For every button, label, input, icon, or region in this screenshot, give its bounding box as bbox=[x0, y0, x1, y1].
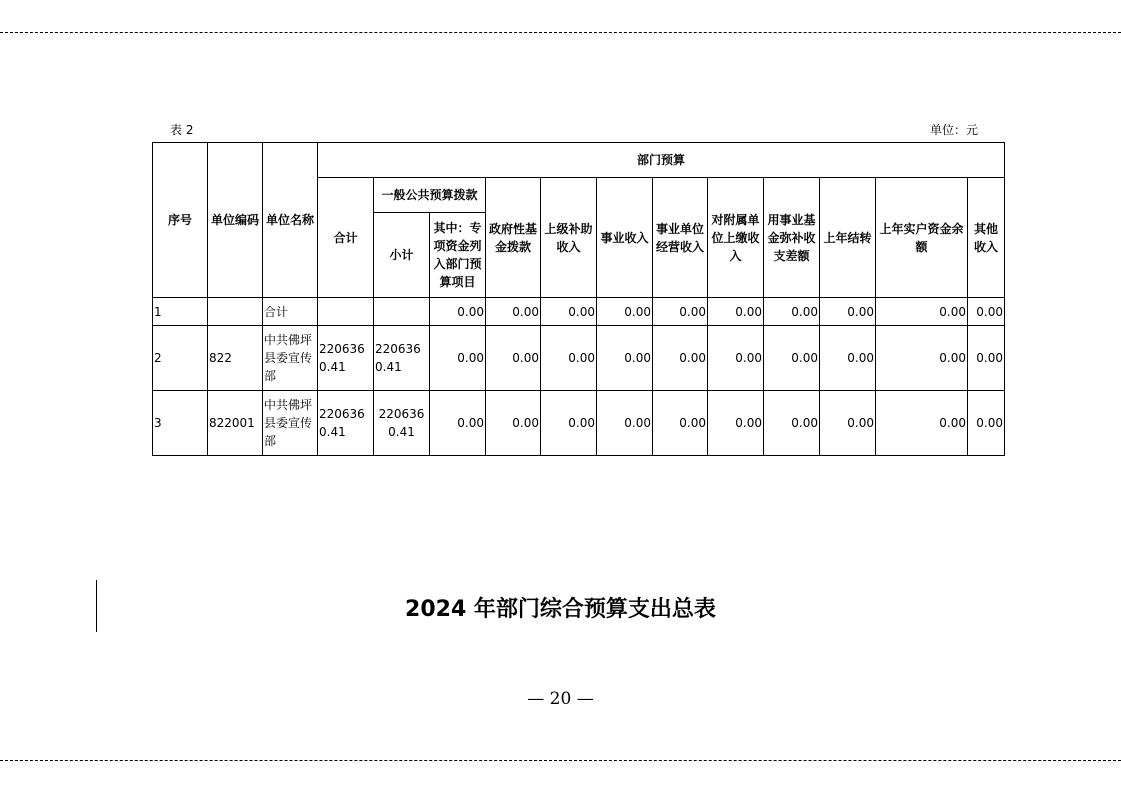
table-row bbox=[153, 391, 1005, 456]
cell-business: 0.00 bbox=[597, 391, 653, 456]
cell-superior: 0.00 bbox=[541, 326, 597, 391]
header-unit-code: 单位编码 bbox=[208, 143, 263, 298]
header-gov-fund: 政府性基金拨款 bbox=[486, 178, 541, 298]
header-general-public: 一般公共预算拨款 bbox=[374, 178, 486, 213]
header-last-year-account: 上年实户资金余额 bbox=[876, 178, 968, 298]
cell-code: 822001 bbox=[208, 391, 263, 456]
cell-gov-fund: 0.00 bbox=[486, 298, 541, 326]
cell-special: 0.00 bbox=[430, 326, 486, 391]
cell-superior: 0.00 bbox=[541, 298, 597, 326]
cell-subtotal bbox=[374, 298, 430, 326]
cell-seq: 1 bbox=[153, 298, 208, 326]
bottom-dashed-border bbox=[0, 760, 1121, 761]
header-superior-subsidy: 上级补助收入 bbox=[541, 178, 597, 298]
cell-carryover: 0.00 bbox=[820, 298, 876, 326]
cell-other: 0.00 bbox=[968, 326, 1005, 391]
cell-fund-balance: 0.00 bbox=[764, 391, 820, 456]
cell-total bbox=[318, 298, 374, 326]
cell-carryover: 0.00 bbox=[820, 326, 876, 391]
header-total: 合计 bbox=[318, 178, 374, 298]
cell-subordinate: 0.00 bbox=[708, 298, 764, 326]
cell-name: 中共佛坪县委宣传部 bbox=[263, 391, 318, 456]
cell-subordinate: 0.00 bbox=[708, 326, 764, 391]
cell-gov-fund: 0.00 bbox=[486, 326, 541, 391]
header-special-funds: 其中：专项资金列入部门预算项目 bbox=[430, 213, 486, 298]
page-title: 2024 年部门综合预算支出总表 bbox=[405, 597, 716, 622]
top-dashed-border bbox=[0, 32, 1121, 33]
cell-fund-balance: 0.00 bbox=[764, 298, 820, 326]
budget-table bbox=[152, 142, 1005, 456]
table-caption: 表 2 bbox=[170, 123, 194, 137]
cell-special: 0.00 bbox=[430, 391, 486, 456]
cell-operating: 0.00 bbox=[653, 298, 708, 326]
header-subtotal: 小计 bbox=[374, 213, 430, 298]
cell-seq: 3 bbox=[153, 391, 208, 456]
header-other-income: 其他收入 bbox=[968, 178, 1005, 298]
header-dept-budget: 部门预算 bbox=[318, 143, 1005, 178]
unit-label: 单位：元 bbox=[930, 123, 979, 137]
header-business-income: 事业收入 bbox=[597, 178, 653, 298]
header-last-year-carryover: 上年结转 bbox=[820, 178, 876, 298]
cell-code: 822 bbox=[208, 326, 263, 391]
cell-subordinate: 0.00 bbox=[708, 391, 764, 456]
header-subordinate-payment: 对附属单位上缴收入 bbox=[708, 178, 764, 298]
cell-account-balance: 0.00 bbox=[876, 298, 968, 326]
header-seq: 序号 bbox=[153, 143, 208, 298]
cell-name: 中共佛坪县委宣传部 bbox=[263, 326, 318, 391]
cell-subtotal: 2206360.41 bbox=[374, 326, 430, 391]
cell-seq: 2 bbox=[153, 326, 208, 391]
cell-operating: 0.00 bbox=[653, 326, 708, 391]
cell-superior: 0.00 bbox=[541, 391, 597, 456]
header-fund-balance: 用事业基金弥补收支差额 bbox=[764, 178, 820, 298]
cell-total: 2206360.41 bbox=[318, 391, 374, 456]
header-business-operating: 事业单位经营收入 bbox=[653, 178, 708, 298]
cell-subtotal: 2206360.41 bbox=[374, 391, 430, 456]
header-unit-name: 单位名称 bbox=[263, 143, 318, 298]
table-row bbox=[153, 326, 1005, 391]
cell-special: 0.00 bbox=[430, 298, 486, 326]
cell-operating: 0.00 bbox=[653, 391, 708, 456]
cell-account-balance: 0.00 bbox=[876, 326, 968, 391]
cell-fund-balance: 0.00 bbox=[764, 326, 820, 391]
cell-other: 0.00 bbox=[968, 298, 1005, 326]
cell-other: 0.00 bbox=[968, 391, 1005, 456]
cell-business: 0.00 bbox=[597, 298, 653, 326]
cell-gov-fund: 0.00 bbox=[486, 391, 541, 456]
cell-name: 合计 bbox=[263, 298, 318, 326]
cell-total: 2206360.41 bbox=[318, 326, 374, 391]
header-row-1 bbox=[153, 143, 1005, 178]
cell-account-balance: 0.00 bbox=[876, 391, 968, 456]
page-number: — 20 — bbox=[527, 689, 594, 709]
table-row bbox=[153, 298, 1005, 326]
cell-code bbox=[208, 298, 263, 326]
cell-carryover: 0.00 bbox=[820, 391, 876, 456]
cell-business: 0.00 bbox=[597, 326, 653, 391]
